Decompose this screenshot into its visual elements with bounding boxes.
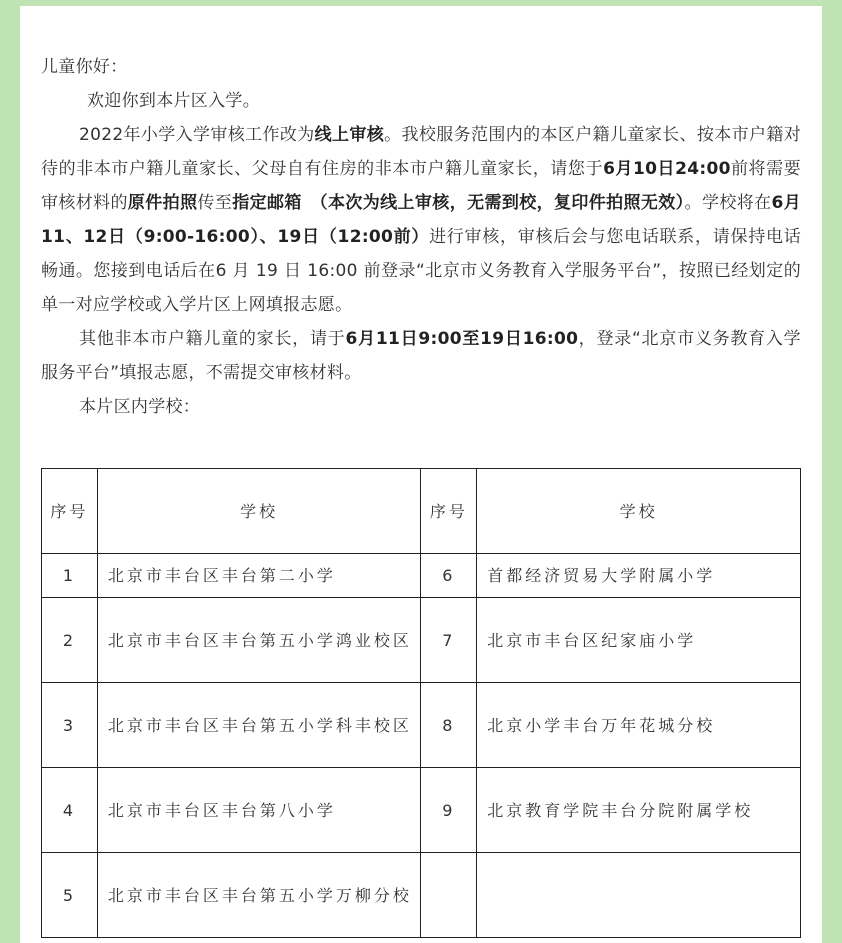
row-number: 9 bbox=[421, 768, 477, 853]
row-number: 3 bbox=[42, 683, 98, 768]
row-number: 6 bbox=[421, 554, 477, 598]
document-page bbox=[20, 6, 822, 943]
row-number: 8 bbox=[421, 683, 477, 768]
row-number: 5 bbox=[42, 853, 98, 938]
greeting: 儿童你好： bbox=[41, 57, 128, 77]
paragraph-online-review: 2022年小学入学审核工作改为线上审核。我校服务范围内的本区户籍儿童家长、按本市户籍对待的非本市户籍儿童家长、父母自有住房的非本市户籍儿童家长，请您于6月10日24:00前将需要审核材料的原件拍照传至指定邮箱 （本次为线上审核，无需到校，复印件拍照无效）。学校将在6月11、12日（9:00-16:00）、19日（12:00前）进行审核，审核后会与您电话联系，请保持电话畅通。您接到电话后在6 月 19 日 16:00 前登录“北京市义务教育入学服务平台”，按照已经划定的单一对应学校或入学片区上网填报志愿。 bbox=[41, 125, 802, 315]
row-number: 4 bbox=[42, 768, 98, 853]
row-number bbox=[421, 853, 477, 938]
row-number: 1 bbox=[42, 554, 98, 598]
schools-table bbox=[41, 468, 801, 938]
table-row bbox=[42, 768, 801, 853]
table-row bbox=[42, 853, 801, 938]
school-name: 北京市丰台区丰台第二小学 bbox=[97, 554, 421, 598]
table-intro: 本片区内学校： bbox=[79, 397, 201, 417]
school-name: 北京市丰台区纪家庙小学 bbox=[477, 598, 801, 683]
table-row bbox=[42, 683, 801, 768]
school-name: 北京教育学院丰台分院附属学校 bbox=[477, 768, 801, 853]
header-num-right: 序号 bbox=[421, 469, 477, 554]
school-name bbox=[477, 853, 801, 938]
table-row bbox=[42, 598, 801, 683]
highlight-online-review: 线上审核 bbox=[314, 125, 385, 145]
highlight-review-dates: 6月11、12日（9:00-16:00）、19日（12:00前） bbox=[41, 193, 801, 247]
welcome-line: 欢迎你到本片区入学。 bbox=[87, 91, 260, 111]
school-name: 北京市丰台区丰台第五小学万柳分校 bbox=[97, 853, 421, 938]
school-name: 首都经济贸易大学附属小学 bbox=[477, 554, 801, 598]
school-name: 北京市丰台区丰台第五小学鸿业校区 bbox=[97, 598, 421, 683]
letter-body bbox=[41, 50, 801, 424]
table-row bbox=[42, 554, 801, 598]
header-num-left: 序号 bbox=[42, 469, 98, 554]
school-name: 北京市丰台区丰台第五小学科丰校区 bbox=[97, 683, 421, 768]
highlight-application-window: 6月11日9:00至19日16:00 bbox=[345, 329, 579, 349]
table-header-row bbox=[42, 469, 801, 554]
row-number: 2 bbox=[42, 598, 98, 683]
row-number: 7 bbox=[421, 598, 477, 683]
highlight-email-note: 指定邮箱 （本次为线上审核，无需到校，复印件拍照无效） bbox=[232, 193, 685, 213]
school-name: 北京小学丰台万年花城分校 bbox=[477, 683, 801, 768]
header-school-left: 学校 bbox=[97, 469, 421, 554]
highlight-original-photo: 原件拍照 bbox=[127, 193, 198, 213]
school-name: 北京市丰台区丰台第八小学 bbox=[97, 768, 421, 853]
highlight-deadline: 6月10日24:00 bbox=[603, 159, 731, 179]
paragraph-other-parents: 其他非本市户籍儿童的家长，请于6月11日9:00至19日16:00，登录“北京市义务教育入学服务平台”填报志愿，不需提交审核材料。 bbox=[41, 329, 801, 383]
header-school-right: 学校 bbox=[477, 469, 801, 554]
